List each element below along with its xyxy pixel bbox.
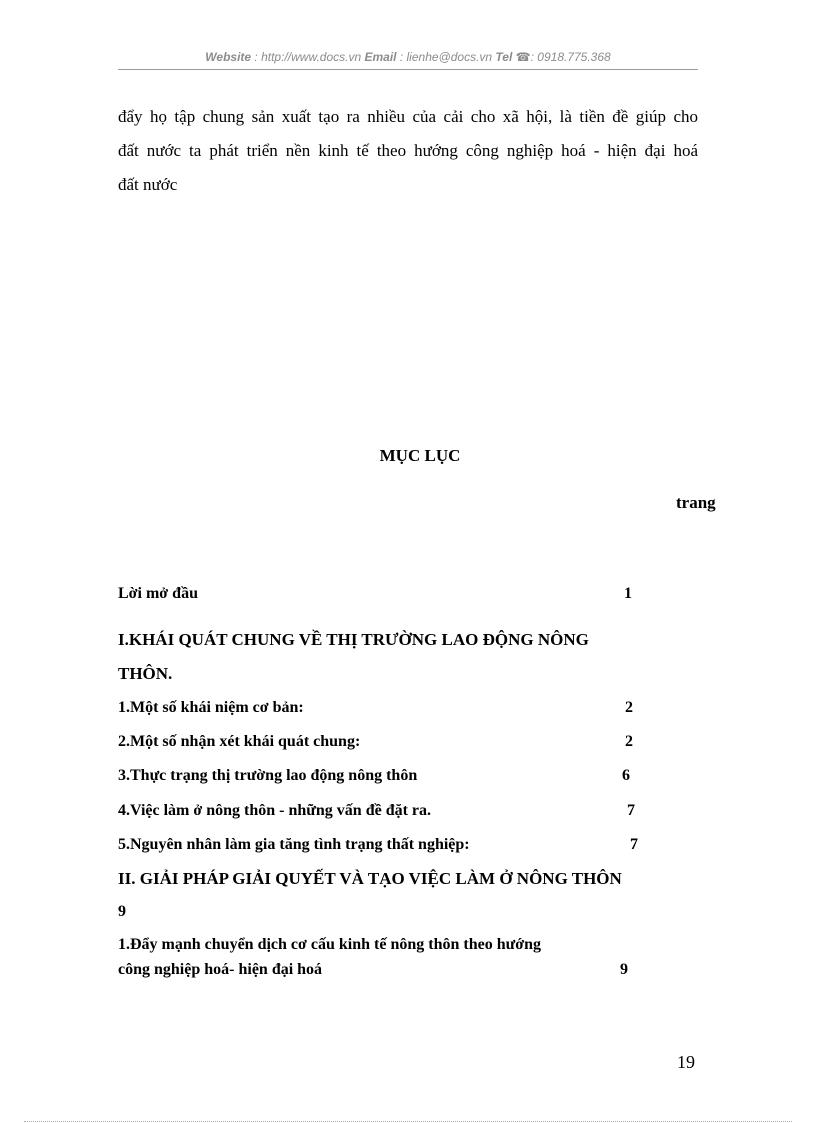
website-value: : http://www.docs.vn xyxy=(254,50,362,64)
toc-entry-text[interactable]: 2.Một số nhận xét khái quát chung: xyxy=(118,733,361,750)
toc-entry-page: 1 xyxy=(624,585,632,602)
toc-entry-page: 9 xyxy=(118,903,126,920)
intro-line: đẩy họ tập chung sản xuất tạo ra nhiều của cải cho xã hội, là tiền đề giúp cho xyxy=(118,107,698,126)
toc-page-label: trang xyxy=(676,493,716,512)
email-label: Email xyxy=(364,50,397,64)
toc-entry-page: 2 xyxy=(625,699,633,716)
toc-entry-text[interactable]: 1.Một số khái niệm cơ bản: xyxy=(118,699,304,716)
toc-entry-page: 7 xyxy=(627,802,635,819)
tel-value: : 0918.775.368 xyxy=(530,50,611,64)
email-value: : lienhe@docs.vn xyxy=(399,50,493,64)
toc-title: MỤC LỤC xyxy=(379,446,461,465)
intro-paragraph xyxy=(118,100,698,202)
toc-entry-page: 7 xyxy=(630,836,638,853)
toc-entry-text[interactable]: 5.Nguyên nhân làm gia tăng tình trạng thất nghiệp: xyxy=(118,836,470,853)
toc-entry-text[interactable]: 1.Đẩy mạnh chuyển dịch cơ cấu kinh tế nông thôn theo hướng xyxy=(118,936,541,953)
footer-divider xyxy=(24,1121,792,1122)
toc-entry-text[interactable]: I.KHÁI QUÁT CHUNG VỀ THỊ TRƯỜNG LAO ĐỘNG NÔNG xyxy=(118,630,589,649)
toc-entry-continuation: THÔN. xyxy=(118,664,173,683)
page-number: 19 xyxy=(677,1052,695,1072)
toc-entry-continuation: công nghiệp hoá- hiện đại hoá xyxy=(118,961,323,978)
intro-line: đất nước xyxy=(118,175,178,194)
tel-label: Tel xyxy=(495,50,513,64)
toc-entry-text[interactable]: 3.Thực trạng thị trường lao động nông thôn xyxy=(118,767,418,784)
toc-entry-page: 2 xyxy=(625,733,633,750)
toc-entry-text[interactable]: 4.Việc làm ở nông thôn - những vấn đề đặt ra. xyxy=(118,802,432,819)
website-label: Website xyxy=(205,50,252,64)
toc-entry-text[interactable]: Lời mở đầu xyxy=(118,585,198,602)
intro-line: đất nước ta phát triển nền kinh tế theo hướng công nghiệp hoá - hiện đại hoá xyxy=(118,141,698,160)
toc-entry-page: 6 xyxy=(622,767,630,784)
phone-icon: ☎ xyxy=(515,50,531,64)
header-divider xyxy=(118,69,698,70)
toc-entry-page: 9 xyxy=(620,961,628,978)
toc-entry-text[interactable]: II. GIẢI PHÁP GIẢI QUYẾT VÀ TẠO VIỆC LÀM Ở NÔNG THÔN xyxy=(118,869,622,888)
page-header xyxy=(118,50,698,64)
